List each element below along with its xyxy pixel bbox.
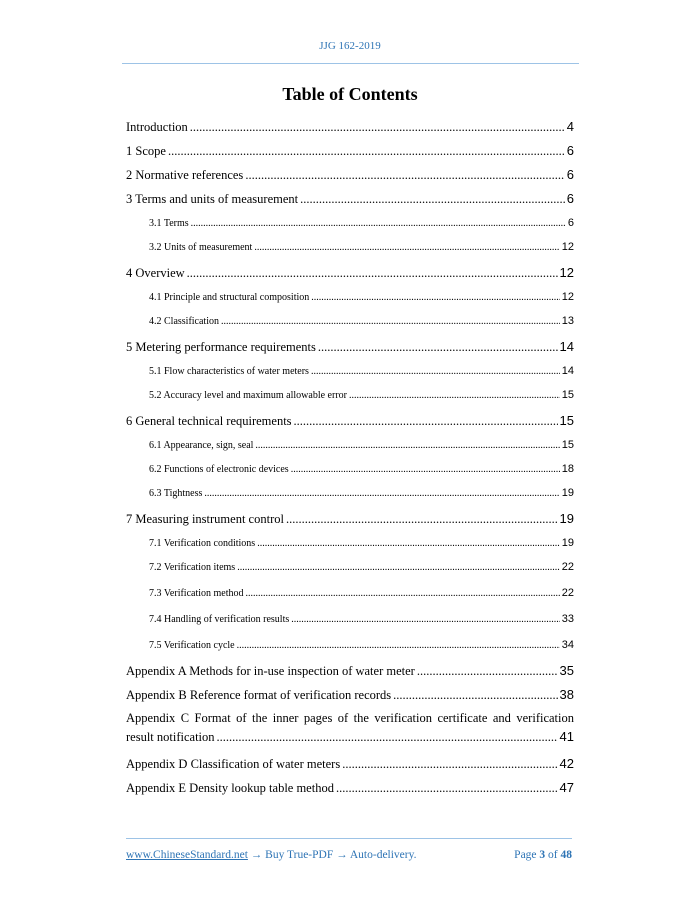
- toc-entry-page: 18: [561, 463, 574, 475]
- toc-entry-label: 7.3 Verification method: [149, 588, 244, 599]
- page-title: Table of Contents: [282, 84, 418, 104]
- toc-entry[interactable]: [126, 115, 574, 139]
- dot-leader: [187, 261, 558, 285]
- toc-entry-page: 12: [559, 265, 574, 280]
- toc-entry[interactable]: [126, 139, 574, 163]
- dot-leader: [257, 532, 560, 556]
- toc-entry-label: 7.1 Verification conditions: [149, 538, 256, 549]
- toc-entry-page: 14: [559, 339, 574, 354]
- toc-subentry[interactable]: [126, 433, 574, 457]
- delivery-text: Auto-delivery.: [349, 849, 417, 861]
- dot-leader: [294, 409, 558, 433]
- toc-entry[interactable]: [126, 507, 574, 531]
- dot-leader: [342, 752, 557, 776]
- toc-entry-page: 19: [561, 487, 574, 499]
- toc-entry-label: 4.2 Classification: [149, 316, 219, 327]
- toc-entry[interactable]: [126, 409, 574, 433]
- toc-entry-label: 5 Metering performance requirements: [126, 340, 316, 354]
- page-indicator: [514, 849, 572, 861]
- dot-leader: [255, 434, 559, 458]
- dot-leader: [393, 683, 557, 707]
- toc-entry-page: 38: [559, 687, 574, 702]
- toc-entry-page: 22: [561, 561, 574, 573]
- dot-leader: [217, 728, 558, 746]
- toc-entry-label: 3.1 Terms: [149, 218, 189, 229]
- toc-subentry[interactable]: [126, 235, 574, 261]
- header-divider: [122, 63, 579, 64]
- toc-subentry[interactable]: [126, 555, 574, 581]
- toc-entry-page: 47: [559, 780, 574, 795]
- toc-subentry[interactable]: [126, 211, 574, 235]
- toc-entry-page: 35: [559, 663, 574, 678]
- toc-entry-page: 42: [559, 756, 574, 771]
- toc-entry-label: Appendix D Classification of water meters: [126, 757, 341, 771]
- toc-subentry[interactable]: [126, 457, 574, 481]
- toc-entry-page: 4: [566, 119, 574, 134]
- dot-leader: [254, 236, 559, 260]
- toc-entry[interactable]: [126, 659, 574, 683]
- toc-entry-label: 6.2 Functions of electronic devices: [149, 464, 289, 475]
- table-of-contents: [126, 115, 574, 800]
- site-link[interactable]: www.ChineseStandard.net: [126, 849, 248, 861]
- toc-entry-label: Appendix A Methods for in-use inspection of water meter: [126, 664, 415, 678]
- toc-subentry[interactable]: [126, 607, 574, 633]
- dot-leader: [291, 608, 560, 632]
- toc-subentry[interactable]: [126, 531, 574, 555]
- toc-entry-page: 19: [559, 511, 574, 526]
- footer-divider: [126, 838, 572, 839]
- toc-entry-label-line1: Appendix C Format of the inner pages of the verification certificate and verification: [126, 711, 574, 725]
- dot-leader: [417, 659, 558, 683]
- dot-leader: [221, 310, 560, 334]
- toc-entry-label: 4.1 Principle and structural composition: [149, 292, 310, 303]
- current-page: 3: [539, 849, 546, 861]
- dot-leader: [286, 507, 558, 531]
- footer: [126, 849, 572, 861]
- dot-leader: [237, 634, 560, 658]
- toc-entry-page: 33: [561, 613, 574, 625]
- toc-entry[interactable]: [126, 261, 574, 285]
- toc-entry-label: Appendix E Density lookup table method: [126, 781, 334, 795]
- toc-entry-label: 7.5 Verification cycle: [149, 640, 235, 651]
- toc-entry-page: 15: [561, 439, 574, 451]
- dot-leader: [204, 482, 559, 506]
- page-word: Page: [514, 849, 537, 861]
- dot-leader: [237, 556, 560, 580]
- toc-subentry[interactable]: [126, 581, 574, 607]
- toc-entry[interactable]: [126, 683, 574, 707]
- toc-entry-page: 19: [561, 537, 574, 549]
- toc-entry-page: 34: [561, 639, 574, 651]
- toc-subentry[interactable]: [126, 359, 574, 383]
- dot-leader: [168, 139, 565, 163]
- toc-entry-label: 2 Normative references: [126, 168, 244, 182]
- dot-leader: [190, 115, 565, 139]
- toc-entry-label: 1 Scope: [126, 144, 166, 158]
- toc-entry-page: 6: [566, 191, 574, 206]
- toc-entry-page: 6: [566, 143, 574, 158]
- dot-leader: [300, 187, 565, 211]
- toc-entry-page: 15: [559, 413, 574, 428]
- toc-entry-page: 14: [561, 365, 574, 377]
- total-pages: 48: [560, 849, 572, 861]
- toc-entry[interactable]: [126, 776, 574, 800]
- dot-leader: [245, 163, 564, 187]
- dot-leader: [246, 582, 560, 606]
- dot-leader: [291, 458, 560, 482]
- toc-entry-label: Introduction: [126, 120, 188, 134]
- toc-entry-label: 6.3 Tightness: [149, 488, 203, 499]
- toc-entry-label: 5.1 Flow characteristics of water meters: [149, 366, 309, 377]
- buy-pdf-text: Buy True-PDF: [265, 849, 334, 861]
- toc-entry-page: 22: [561, 587, 574, 599]
- toc-entry-label: 6 General technical requirements: [126, 414, 292, 428]
- toc-entry[interactable]: [126, 752, 574, 776]
- toc-entry-label: Appendix B Reference format of verification records: [126, 688, 392, 702]
- toc-entry[interactable]: [126, 163, 574, 187]
- toc-entry-page: 6: [566, 167, 574, 182]
- document-code-header: JJG 162-2019: [319, 40, 381, 52]
- dot-leader: [311, 286, 560, 310]
- toc-entry-label: 7.2 Verification items: [149, 562, 236, 573]
- toc-entry-label: 3 Terms and units of measurement: [126, 192, 299, 206]
- toc-entry-label: 6.1 Appearance, sign, seal: [149, 440, 254, 451]
- toc-subentry[interactable]: [126, 309, 574, 335]
- toc-entry-page: 12: [561, 241, 574, 253]
- dot-leader: [191, 212, 566, 236]
- toc-subentry[interactable]: [126, 481, 574, 507]
- dot-leader: [336, 776, 558, 800]
- toc-entry-label: 3.2 Units of measurement: [149, 242, 253, 253]
- toc-entry-label-line2: result notification: [126, 730, 215, 744]
- toc-entry-page: 13: [561, 315, 574, 327]
- toc-subentry[interactable]: [126, 633, 574, 659]
- toc-entry[interactable]: [126, 187, 574, 211]
- dot-leader: [311, 360, 560, 384]
- dot-leader: [349, 384, 560, 408]
- toc-entry-label: 5.2 Accuracy level and maximum allowable error: [149, 390, 347, 401]
- toc-entry-label: 7 Measuring instrument control: [126, 512, 284, 526]
- toc-entry-label: 7.4 Handling of verification results: [149, 614, 290, 625]
- toc-entry-multiline[interactable]: [126, 708, 574, 746]
- toc-entry-label: 4 Overview: [126, 266, 185, 280]
- arrow-right-icon: →: [336, 849, 348, 861]
- toc-subentry[interactable]: [126, 383, 574, 409]
- toc-entry[interactable]: [126, 335, 574, 359]
- of-word: of: [548, 849, 558, 861]
- dot-leader: [318, 335, 558, 359]
- toc-subentry[interactable]: [126, 285, 574, 309]
- toc-entry-page: 15: [561, 389, 574, 401]
- toc-entry-page: 41: [559, 729, 574, 744]
- toc-entry-page: 6: [567, 217, 574, 229]
- toc-entry-page: 12: [561, 291, 574, 303]
- arrow-right-icon: →: [250, 849, 263, 861]
